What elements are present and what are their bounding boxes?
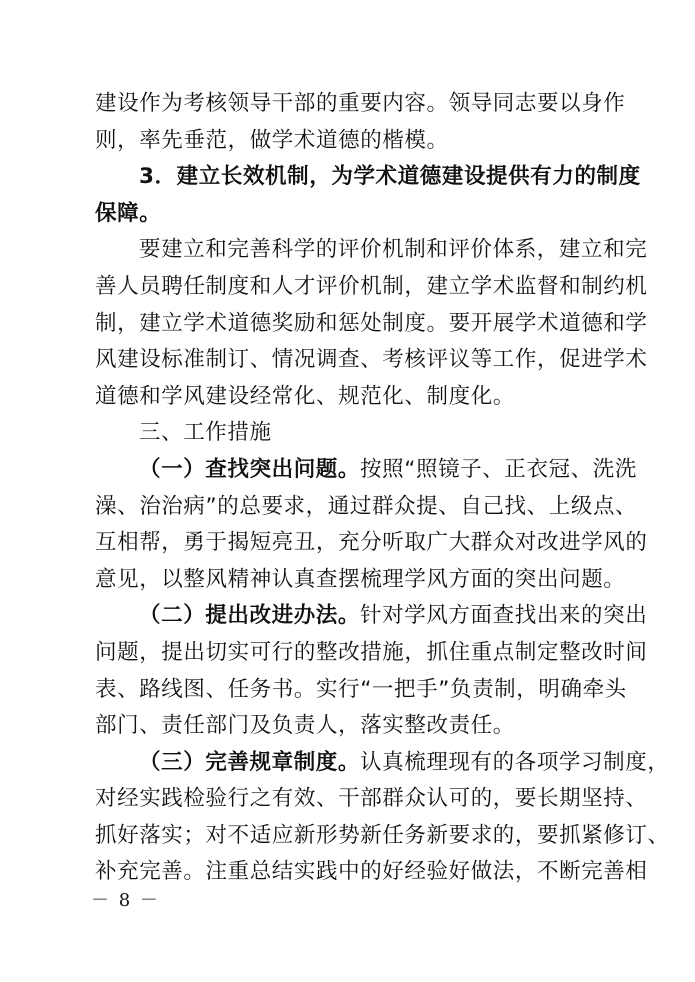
paragraph-line: 则，率先垂范，做学术道德的楷模。 <box>95 127 449 153</box>
paragraph-line: 风建设标准制订、情况调查、考核评议等工作，促进学术 <box>95 347 648 373</box>
paragraph-line: 补充完善。注重总结实践中的好经验好做法，不断完善相 <box>95 859 648 885</box>
paragraph-line: 制，建立学术道德奖励和惩处制度。要开展学术道德和学 <box>95 310 648 336</box>
paragraph-line: 抓好落实；对不适应新形势新任务新要求的，要抓紧修订、 <box>95 822 670 848</box>
paragraph-line: 意见，以整风精神认真查摆梳理学风方面的突出问题。 <box>95 566 626 592</box>
measure-two-text: 针对学风方面查找出来的突出 <box>360 603 648 629</box>
paragraph-line: 建设作为考核领导干部的重要内容。领导同志要以身作 <box>95 91 626 116</box>
page-number: － 8 － <box>91 890 160 911</box>
measure-one-title: （一）查找突出问题。 <box>139 456 361 482</box>
measure-one-line <box>95 452 640 489</box>
body-text <box>95 86 670 891</box>
paragraph-line: 澡、治治病”的总要求，通过群众提、自己找、上级点、 <box>95 493 638 519</box>
paragraph-line: 对经实践检验行之有效、干部群众认可的，要长期坚持、 <box>95 786 648 812</box>
measure-two-title: （二）提出改进办法。 <box>139 603 361 629</box>
measure-two-line <box>95 598 648 635</box>
measure-one-text: 按照“照镜子、正衣冠、洗洗 <box>360 456 637 482</box>
measure-three-text: 认真梳理现有的各项学习制度， <box>360 749 670 775</box>
paragraph-line: 问题，提出切实可行的整改措施，抓住重点制定整改时间 <box>95 639 648 665</box>
paragraph-line: 要建立和完善科学的评价机制和评价体系，建立和完 <box>139 237 648 263</box>
paragraph-line: 善人员聘任制度和人才评价机制，建立学术监督和制约机 <box>95 273 648 299</box>
measure-three-title: （三）完善规章制度。 <box>139 749 361 775</box>
measure-three-line <box>95 745 670 782</box>
paragraph-line: 部门、责任部门及负责人，落实整改责任。 <box>95 713 515 739</box>
section-heading: 3．建立长效机制，为学术道德建设提供有力的制度 <box>139 164 641 190</box>
paragraph-line: 互相帮，勇于揭短亮丑，充分听取广大群众对改进学风的 <box>95 530 648 556</box>
section-heading-continued: 保障。 <box>95 200 162 226</box>
chapter-heading: 三、工作措施 <box>139 420 272 446</box>
paragraph-line: 表、路线图、任务书。实行“一把手”负责制，明确牵头 <box>95 676 627 702</box>
paragraph-line: 道德和学风建设经常化、规范化、制度化。 <box>95 383 515 409</box>
